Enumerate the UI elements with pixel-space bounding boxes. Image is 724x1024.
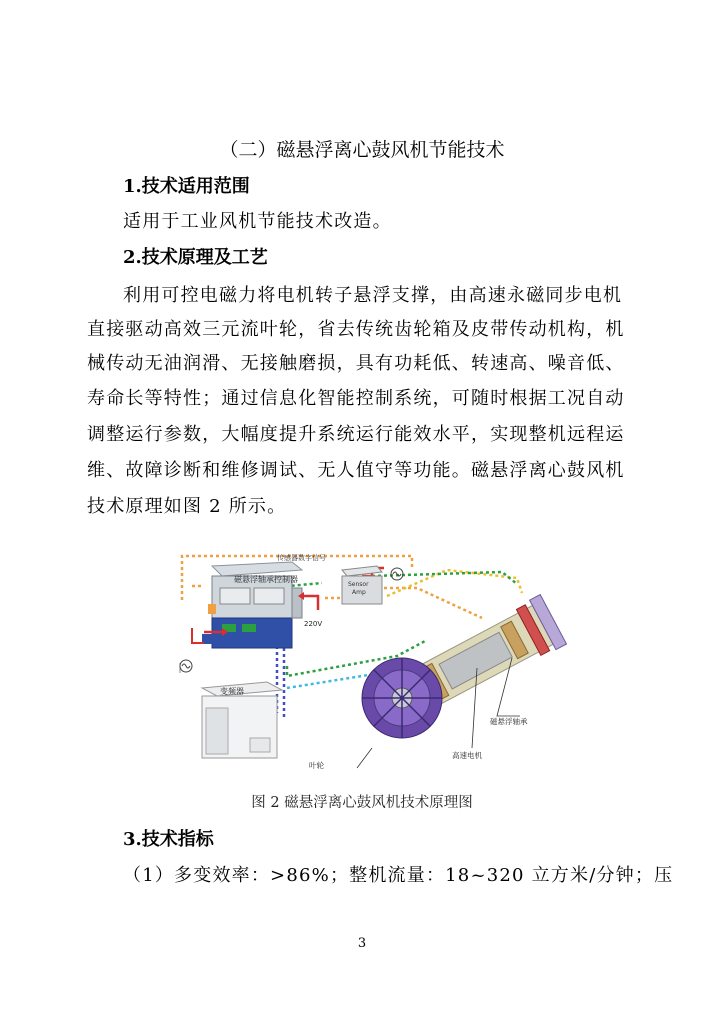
impeller-label: 叶轮 (309, 761, 324, 770)
motor-label: 高速电机 (452, 751, 482, 760)
scope-text: 适用于工业风机节能技术改造。 (123, 211, 392, 232)
sensor-amp-label: Amp (352, 589, 366, 596)
bearing-label: 磁悬浮轴承 (490, 717, 528, 726)
yellow-signal-line (387, 570, 522, 596)
principle-heading: 2.技术原理及工艺 (123, 247, 268, 268)
sensor-signal-label: 传感器数字信号 (277, 554, 326, 562)
principle-line: 械传动无油润滑、无接触磨损，具有功耗低、转速高、噪音低、 (87, 353, 625, 374)
indicators-line: （1）多变效率：>86%；整机流量：18~320 立方米/分钟；压 (123, 865, 674, 886)
principle-line: 寿命长等特性；通过信息化智能控制系统，可随时根据工况自动 (87, 388, 625, 409)
scope-heading: 1.技术适用范围 (123, 176, 250, 197)
power-arrow (304, 596, 318, 610)
principle-line: 直接驱动高效三元流叶轮，省去传统齿轮箱及皮带传动机构，机 (87, 319, 625, 340)
controller-label: 磁悬浮轴承控制器 (234, 575, 298, 584)
principle-line: 技术原理如图 2 所示。 (87, 496, 287, 517)
indicators-heading: 3.技术指标 (123, 829, 214, 850)
blue-signal-line (277, 646, 284, 718)
figure-caption: 图 2 磁悬浮离心鼓风机技术原理图 (251, 795, 473, 811)
inverter-label: 变频器 (220, 687, 244, 696)
green-signal-line-2 (372, 572, 517, 584)
page-number: 3 (357, 936, 367, 951)
principle-line: 利用可控电磁力将电机转子悬浮支撑，由高速永磁同步电机 (123, 285, 623, 306)
principle-line: 调整运行参数，大幅度提升系统运行能效水平，实现整机远程运 (87, 424, 625, 445)
voltage-label: 220V (304, 620, 323, 628)
section-title: （二）磁悬浮离心鼓风机节能技术 (219, 139, 505, 161)
impeller (362, 658, 442, 738)
sensor-amp-label: Sensor (348, 581, 369, 588)
blower-principle-diagram (172, 548, 572, 773)
callout-line (357, 748, 372, 768)
principle-line: 维、故障诊断和维修调试、无人值守等功能。磁悬浮离心鼓风机 (87, 460, 625, 481)
